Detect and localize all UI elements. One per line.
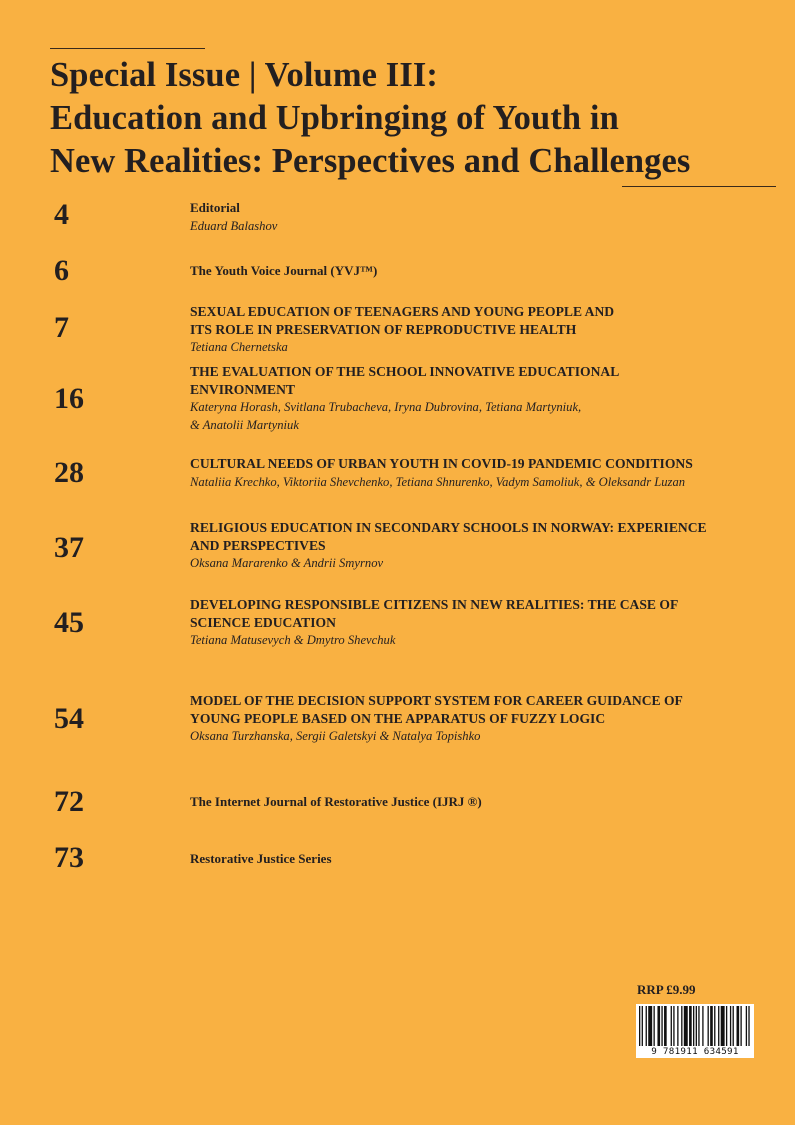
barcode-bar [681,1006,682,1046]
entry-heading: ITS ROLE IN PRESERVATION OF REPRODUCTIVE HEALTH [190,321,577,337]
barcode-bar [673,1006,674,1046]
barcode-bar [661,1006,662,1046]
entry-heading: AND PERSPECTIVES [190,537,326,553]
barcode-bars [639,1006,751,1046]
barcode-bar [653,1006,654,1046]
entry-authors: Nataliia Krechko, Viktoriia Shevchenko, Tetiana Shnurenko, Vadym Samoliuk, & Oleksandr Luzan [190,474,686,489]
entry-authors: Tetiana Matusevych & Dmytro Shevchuk [190,633,396,647]
barcode-bar [693,1006,694,1046]
entry-heading: Restorative Justice Series [190,851,332,866]
barcode-bar [646,1006,647,1046]
issue-title [50,54,780,183]
barcode-bar [664,1006,667,1046]
barcode-bar [726,1006,727,1046]
entry-heading: ENVIRONMENT [190,381,295,397]
entry-heading: SEXUAL EDUCATION OF TEENAGERS AND YOUNG PEOPLE AND [190,304,615,319]
barcode-bar [642,1006,643,1046]
entry-authors: Oksana Turzhanska, Sergii Galetskyi & Natalya Topishko [190,729,481,743]
page-number: 45 [54,606,84,639]
page-number: 7 [54,311,69,344]
top-rule [50,48,205,49]
barcode-bar [702,1006,703,1046]
page-number: 4 [54,198,69,231]
barcode-bar [698,1006,699,1046]
isbn-barcode [636,1004,754,1058]
entry-heading: The Internet Journal of Restorative Justice (IJRJ ®) [190,794,482,809]
entry-authors: Kateryna Horash, Svitlana Trubacheva, Iryna Dubrovina, Tetiana Martyniuk, [190,400,582,414]
entry-authors: Eduard Balashov [190,218,278,233]
barcode-bar [733,1006,734,1046]
page-number: 6 [54,254,69,287]
title-line: New Realities: Perspectives and Challenges [50,142,691,180]
isbn-digits: 9 781911 634591 [651,1046,739,1057]
title-line: Special Issue | Volume III: [50,56,438,94]
entry-heading: The Youth Voice Journal (YVJ™) [190,263,378,278]
barcode-bar [730,1006,731,1046]
page-number: 54 [54,702,84,735]
barcode-bar [748,1006,749,1046]
barcode-bar [718,1006,719,1046]
title-underline-rule [622,186,776,187]
barcode-bar [684,1006,688,1046]
page-number: 28 [54,456,84,489]
barcode-bar [677,1006,678,1046]
entry-heading: YOUNG PEOPLE BASED ON THE APPARATUS OF FUZZY LOGIC [190,710,606,726]
barcode-bar [639,1006,640,1046]
entry-authors: & Anatolii Martyniuk [190,418,299,432]
barcode-bar [740,1006,741,1046]
page-number: 16 [54,382,84,415]
price-label: RRP £9.99 [637,982,696,997]
entry-heading: SCIENCE EDUCATION [190,614,336,630]
barcode-bar [708,1006,709,1046]
barcode-bar [710,1006,713,1046]
barcode-bar [721,1006,725,1046]
barcode-bar [714,1006,715,1046]
page-number: 37 [54,531,84,564]
barcode-bar [648,1006,652,1046]
barcode-bar [737,1006,740,1046]
entry-authors: Tetiana Chernetska [190,340,288,354]
entry-heading: THE EVALUATION OF THE SCHOOL INNOVATIVE EDUCATIONAL [190,364,620,379]
entry-heading: MODEL OF THE DECISION SUPPORT SYSTEM FOR CAREER GUIDANCE OF [190,693,683,708]
barcode-bar [657,1006,660,1046]
page-number: 73 [54,841,84,874]
barcode-bar [689,1006,692,1046]
page-number: 72 [54,785,84,818]
title-line: Education and Upbringing of Youth in [50,99,619,137]
barcode-bar [671,1006,672,1046]
entry-heading: RELIGIOUS EDUCATION IN SECONDARY SCHOOLS IN NORWAY: EXPERIENCE [190,520,707,535]
entry-heading: DEVELOPING RESPONSIBLE CITIZENS IN NEW REALITIES: THE CASE OF [190,597,679,612]
barcode-bar [746,1006,747,1046]
entry-heading: Editorial [190,200,240,215]
barcode-bar [696,1006,697,1046]
entry-authors: Oksana Mararenko & Andrii Smyrnov [190,556,384,570]
entry-heading: CULTURAL NEEDS OF URBAN YOUTH IN COVID-19 PANDEMIC CONDITIONS [190,456,693,471]
